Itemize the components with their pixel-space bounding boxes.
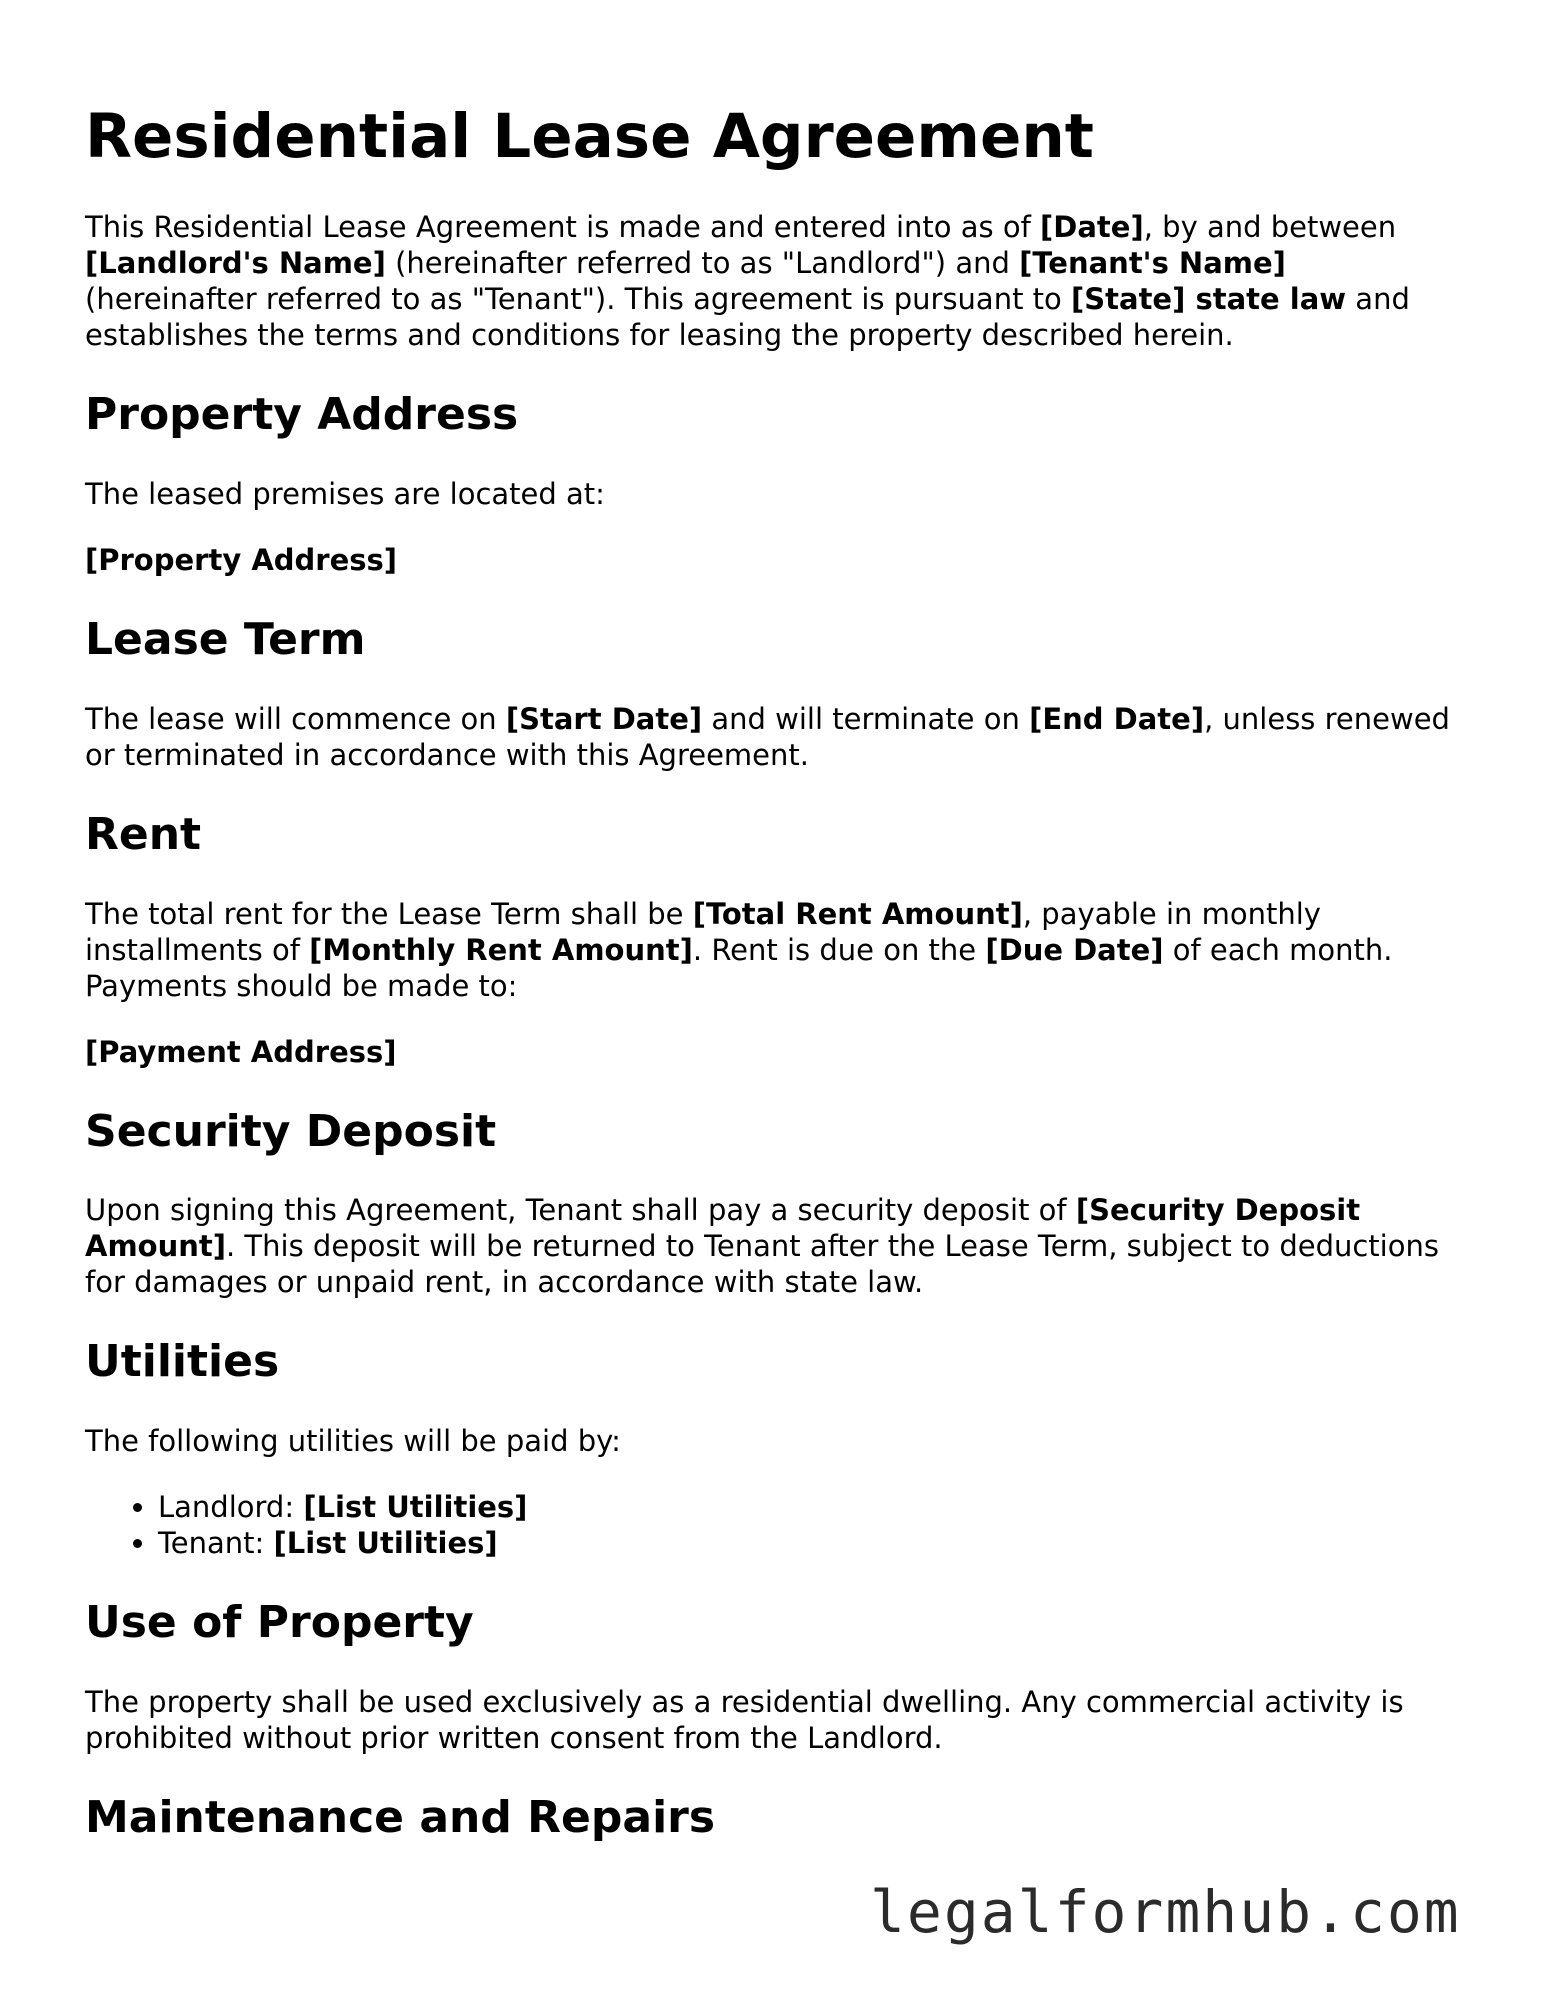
lease-term-text: The lease will commence on xyxy=(85,701,506,736)
security-deposit-amount-placeholder: [Security Deposit Amount] xyxy=(85,1193,1361,1264)
monthly-rent-placeholder: [Monthly Rent Amount] xyxy=(309,932,693,967)
security-deposit-text: Upon signing this Agreement, Tenant shall pay a security deposit of xyxy=(85,1193,1076,1228)
lease-term-text: , unless renewed or terminated in accordance with this Agreement. xyxy=(85,701,1450,772)
utility-label: Tenant: xyxy=(158,1526,274,1561)
document-page xyxy=(85,100,1465,1879)
rent-text: . Rent is due on the xyxy=(692,932,986,967)
landlord-name-placeholder: [Landlord's Name] xyxy=(85,246,386,281)
lease-term-paragraph xyxy=(85,701,1465,773)
total-rent-placeholder: [Total Rent Amount] xyxy=(692,896,1023,931)
utility-placeholder: [List Utilities] xyxy=(273,1526,498,1561)
property-address-text: The leased premises are located at: xyxy=(85,476,605,511)
state-law-placeholder: [State] state law xyxy=(1071,282,1347,317)
end-date-placeholder: [End Date] xyxy=(1029,701,1205,736)
rent-text: The total rent for the Lease Term shall be xyxy=(85,896,693,931)
watermark: legalformhub.com xyxy=(870,1878,1461,1946)
list-item xyxy=(158,1489,1465,1525)
rent-paragraph xyxy=(85,896,1465,1004)
section-heading-lease-term: Lease Term xyxy=(85,613,366,665)
security-deposit-text: . This deposit will be returned to Tenant after the Lease Term, subject to deductions for damages or unpaid rent, in accordance with state law. xyxy=(85,1229,1439,1300)
intro-text: (hereinafter referred to as "Landlord") and xyxy=(385,246,1020,281)
utilities-text: The following utilities will be paid by: xyxy=(85,1424,621,1459)
utility-label: Landlord: xyxy=(158,1490,304,1525)
due-date-placeholder: [Due Date] xyxy=(985,932,1164,967)
section-heading-use-of-property: Use of Property xyxy=(85,1597,474,1649)
payment-address-paragraph xyxy=(85,1034,1465,1070)
section-heading-utilities: Utilities xyxy=(85,1336,280,1388)
section-heading-property-address: Property Address xyxy=(85,389,519,441)
rent-text: , payable in monthly installments of xyxy=(85,896,1321,967)
utilities-list xyxy=(85,1489,1465,1561)
rent-text: of each month. Payments should be made to: xyxy=(85,932,1393,1003)
intro-text: This Residential Lease Agreement is made and entered into as of xyxy=(85,210,1041,245)
payment-address-placeholder: [Payment Address] xyxy=(85,1034,397,1069)
use-of-property-text: The property shall be used exclusively as a residential dwelling. Any commercial activity is prohibited without prior written consent from the Landlord. xyxy=(85,1684,1404,1755)
lease-term-text: and will terminate on xyxy=(702,701,1030,736)
security-deposit-paragraph xyxy=(85,1192,1465,1300)
intro-paragraph xyxy=(85,209,1465,353)
intro-text: , by and between xyxy=(1143,210,1397,245)
property-address-paragraph xyxy=(85,542,1465,578)
document-title: Residential Lease Agreement xyxy=(85,101,1094,172)
list-item xyxy=(158,1525,1465,1561)
utility-placeholder: [List Utilities] xyxy=(303,1490,528,1525)
intro-text: (hereinafter referred to as "Tenant"). This agreement is pursuant to xyxy=(85,282,1071,317)
property-address-placeholder: [Property Address] xyxy=(85,542,398,577)
section-heading-maintenance: Maintenance and Repairs xyxy=(85,1791,716,1843)
tenant-name-placeholder: [Tenant's Name] xyxy=(1019,246,1286,281)
intro-text: and establishes the terms and conditions for leasing the property described herein. xyxy=(85,282,1410,353)
date-placeholder: [Date] xyxy=(1040,210,1144,245)
section-heading-security-deposit: Security Deposit xyxy=(85,1105,497,1157)
section-heading-rent: Rent xyxy=(85,808,202,860)
start-date-placeholder: [Start Date] xyxy=(505,701,703,736)
